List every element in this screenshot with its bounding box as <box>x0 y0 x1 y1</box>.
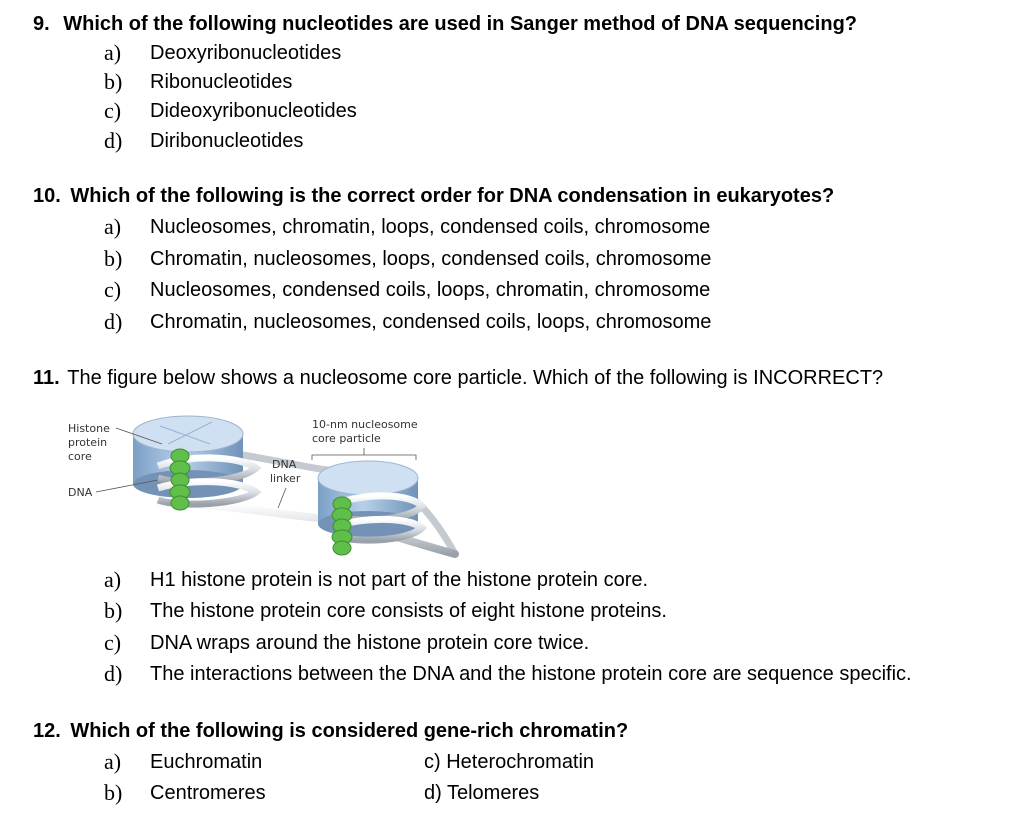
label-core-line1: 10-nm nucleosome <box>312 418 418 431</box>
q12-option-c[interactable]: c) Heterochromatin <box>424 751 595 773</box>
option-letter: b) <box>104 246 123 271</box>
question-10-title <box>33 184 834 208</box>
question-12-text: Which of the following is considered gene-rich chromatin? <box>70 720 629 742</box>
option-letter: b) <box>104 780 123 805</box>
option-text: The histone protein core consists of eight histone proteins. <box>150 600 667 622</box>
option-letter: a) <box>104 214 122 239</box>
question-9-text: Which of the following nucleotides are used in Sanger method of DNA sequencing? <box>63 13 857 35</box>
q12-option-d[interactable]: d) Telomeres <box>424 782 540 804</box>
option-text: Dideoxyribonucleotides <box>150 100 357 122</box>
linker-leader-line <box>278 488 286 508</box>
option-text: Nucleosomes, condensed coils, loops, chromatin, chromosome <box>150 279 711 301</box>
option-letter: a) <box>104 567 122 592</box>
option-letter: c) <box>104 98 122 123</box>
option-letter: c) <box>104 277 122 302</box>
label-core-line2: core particle <box>312 432 381 445</box>
label-histone-line3: core <box>68 450 92 463</box>
option-text: H1 histone protein is not part of the histone protein core. <box>150 569 649 591</box>
option-text: Euchromatin <box>150 751 263 773</box>
label-linker-line1: DNA <box>272 458 297 471</box>
label-dna: DNA <box>68 486 93 499</box>
question-12-number: 12. <box>33 720 61 742</box>
option-letter: d) <box>104 661 123 686</box>
question-9-title <box>33 12 857 36</box>
option-text: The interactions between the DNA and the histone protein core are sequence specific. <box>150 663 912 685</box>
option-text: Centromeres <box>150 782 266 804</box>
question-11-text: The figure below shows a nucleosome core particle. Which of the following is INCORRECT? <box>67 367 884 389</box>
option-text: Nucleosomes, chromatin, loops, condensed coils, chromosome <box>150 216 711 238</box>
option-letter: a) <box>104 749 122 774</box>
question-11-number: 11. <box>33 367 60 389</box>
option-letter: c) <box>104 630 122 655</box>
option-letter: a) <box>104 40 122 65</box>
label-histone-line1: Histone <box>68 422 110 435</box>
question-10-text: Which of the following is the correct order for DNA condensation in eukaryotes? <box>70 185 835 207</box>
option-letter: d) <box>104 309 123 334</box>
h1-histone-right <box>332 497 352 555</box>
h1-histone-left <box>170 449 190 510</box>
option-text: Chromatin, nucleosomes, condensed coils, loops, chromosome <box>150 311 712 333</box>
question-10-number: 10. <box>33 185 61 207</box>
option-text: Deoxyribonucleotides <box>150 42 342 64</box>
option-letter: d) <box>104 128 123 153</box>
option-text: DNA wraps around the histone protein core twice. <box>150 632 590 654</box>
nucleosome-left <box>133 416 256 510</box>
option-text: Chromatin, nucleosomes, loops, condensed coils, chromosome <box>150 248 712 270</box>
option-text: Diribonucleotides <box>150 130 304 152</box>
label-linker-line2: linker <box>270 472 301 485</box>
option-letter: b) <box>104 69 123 94</box>
nucleosome-figure <box>60 408 460 568</box>
label-histone-line2: protein <box>68 436 108 449</box>
question-12-title <box>33 719 628 743</box>
question-11-title <box>33 366 883 390</box>
core-bracket <box>312 448 416 460</box>
option-text: Ribonucleotides <box>150 71 293 93</box>
question-9-number: 9. <box>33 13 50 35</box>
option-letter: b) <box>104 598 123 623</box>
